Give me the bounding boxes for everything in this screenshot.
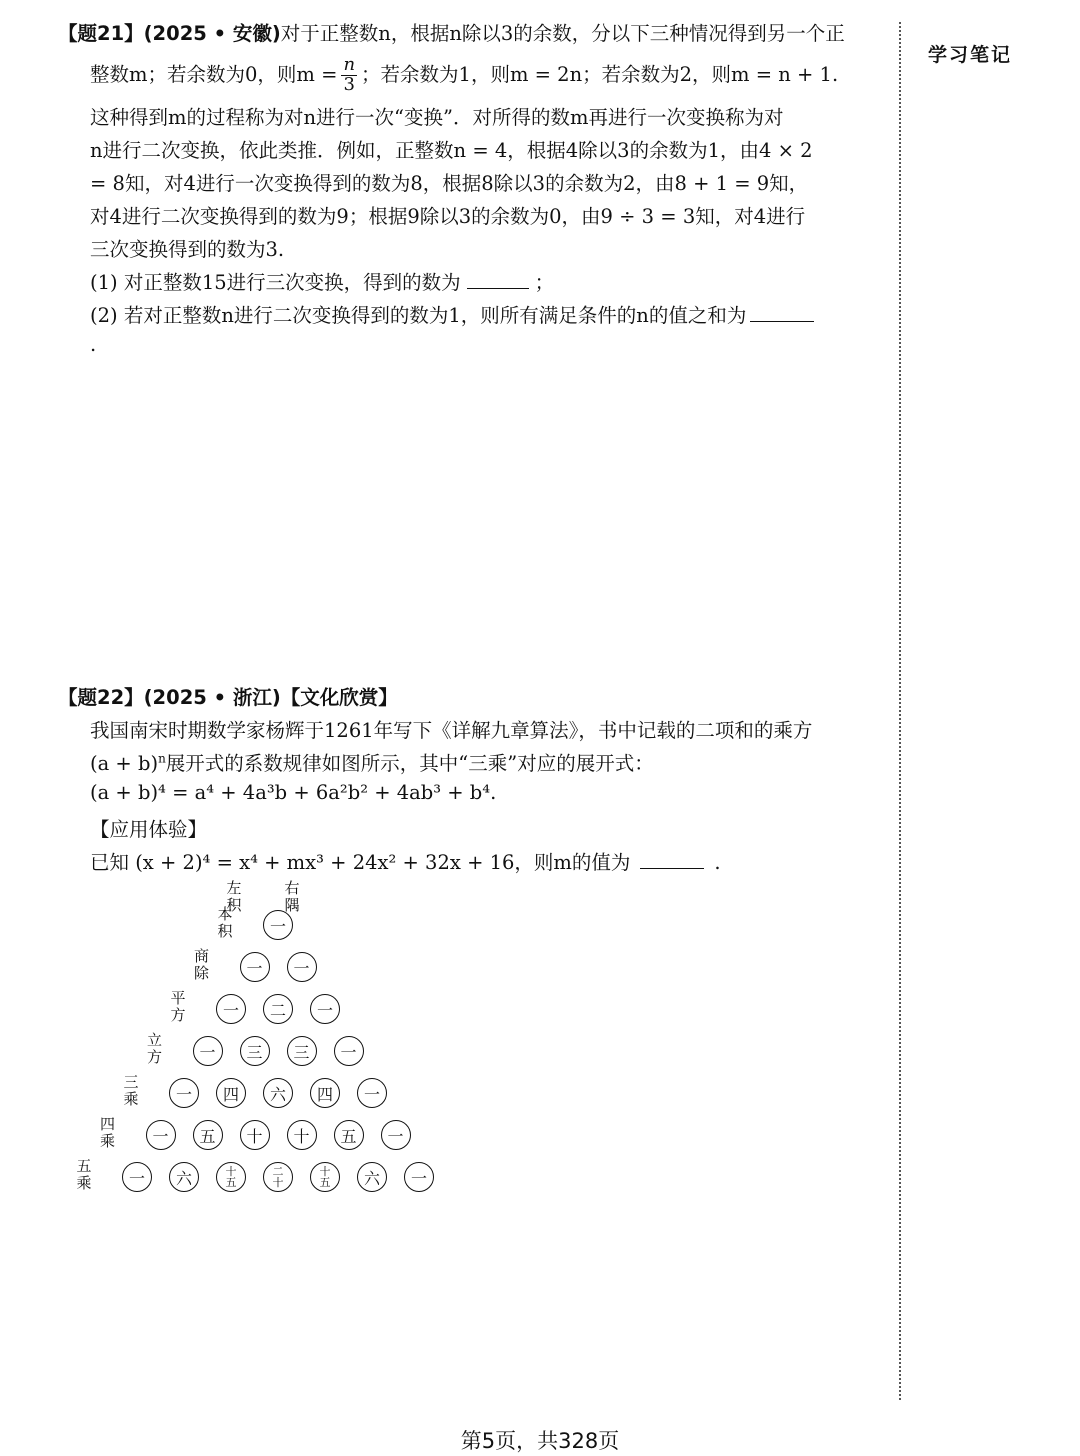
coefficient-circle: 二	[263, 994, 293, 1024]
answer-blank-3[interactable]	[640, 852, 704, 869]
fraction-n-over-3: $\frac{n}{3}$	[343, 54, 356, 95]
coefficient-circle: 一	[122, 1162, 152, 1192]
coefficient-circle: 十	[287, 1120, 317, 1150]
label-right-corner: 右隅	[284, 879, 300, 914]
answer-blank-1[interactable]	[467, 272, 529, 289]
coefficient-circle: 十 五	[310, 1162, 340, 1192]
coefficient-circle: 五	[193, 1120, 223, 1150]
coefficient-circle: 一	[404, 1162, 434, 1192]
coefficient-circle: 六	[169, 1162, 199, 1192]
coefficient-circle: 四	[216, 1078, 246, 1108]
q22-section: 【文化欣赏】	[280, 686, 398, 709]
coefficient-circle: 六	[263, 1078, 293, 1108]
coefficient-circle: 三	[287, 1036, 317, 1066]
row-label: 立方	[146, 1031, 162, 1066]
label-left-product: 左积	[226, 879, 242, 914]
coefficient-circle: 一	[169, 1078, 199, 1108]
coefficient-circle: 二 十	[263, 1162, 293, 1192]
answer-blank-2[interactable]	[750, 305, 814, 322]
q21-part-1: (1) 对正整数15进行三次变换，得到的数为	[90, 271, 461, 294]
q22-apply-heading: 【应用体验】	[90, 818, 208, 841]
coefficient-circle: 一	[381, 1120, 411, 1150]
q21-line-2a: 整数m；若余数为0，则m =	[90, 62, 338, 86]
q21-line-4: n进行二次变换，依此类推．例如，正整数n = 4，根据4除以3的余数为1，由4 × 2	[90, 139, 813, 162]
q22-line-4: 已知 (x + 2)⁴ = x⁴ + mx³ + 24x² + 32x + 16，则m的值为	[90, 851, 631, 874]
coefficient-circle: 一	[310, 994, 340, 1024]
q21-part-2: (2) 若对正整数n进行二次变换得到的数为1，则所有满足条件的n的值之和为	[90, 304, 747, 327]
q21-line-2b: ；若余数为1，则m = 2n；若余数为2，则m = n + 1.	[361, 62, 839, 86]
coefficient-circle: 一	[193, 1036, 223, 1066]
q22-line-1: 我国南宋时期数学家杨辉于1261年写下《详解九章算法》，书中记载的二项和的乘方	[90, 719, 813, 742]
coefficient-circle: 一	[216, 994, 246, 1024]
margin-divider	[899, 22, 901, 1400]
coefficient-circle: 十 五	[216, 1162, 246, 1192]
coefficient-circle: 十	[240, 1120, 270, 1150]
q21-source: (2025 • 安徽)	[143, 22, 281, 45]
row-label: 五乘	[76, 1157, 92, 1192]
coefficient-circle: 一	[146, 1120, 176, 1150]
coefficient-circle: 六	[357, 1162, 387, 1192]
yang-hui-triangle	[76, 870, 440, 1210]
q21-tag: 【题21】	[58, 22, 144, 45]
row-label: 平方	[170, 989, 186, 1024]
row-label: 四乘	[99, 1115, 115, 1150]
q22-line-2: 展开式的系数规律如图所示，其中“三乘”对应的展开式：	[165, 752, 654, 775]
row-label: 商除	[193, 947, 209, 982]
q22-tag: 【题22】	[58, 686, 144, 709]
coefficient-circle: 一	[334, 1036, 364, 1066]
study-notes-label: 学习笔记	[928, 44, 1013, 66]
coefficient-circle: 三	[240, 1036, 270, 1066]
coefficient-circle: 一	[240, 952, 270, 982]
q21-line-5: = 8知，对4进行一次变换得到的数为8，根据8除以3的余数为2，由8 + 1 = 9知，	[90, 172, 809, 195]
q22-source: (2025 • 浙江)	[143, 686, 281, 709]
coefficient-circle: 一	[287, 952, 317, 982]
coefficient-circle: 一	[263, 910, 293, 940]
row-label: 本积	[217, 905, 233, 940]
page-footer: 第5页，共328页	[460, 1429, 620, 1453]
coefficient-circle: 四	[310, 1078, 340, 1108]
q21-line-6: 对4进行二次变换得到的数为9；根据9除以3的余数为0，由9 ÷ 3 = 3知，对4进行	[90, 205, 806, 228]
q21-line-1: 对于正整数n，根据n除以3的余数，分以下三种情况得到另一个正	[280, 22, 845, 45]
q22-expansion: (a + b)⁴ = a⁴ + 4a³b + 6a²b² + 4ab³ + b⁴.	[90, 781, 497, 804]
q21-line-3: 这种得到m的过程称为对n进行一次“变换”．对所得的数m再进行一次变换称为对	[90, 106, 784, 129]
q21-line-7: 三次变换得到的数为3.	[90, 238, 285, 261]
coefficient-circle: 五	[334, 1120, 364, 1150]
row-label: 三乘	[123, 1073, 139, 1108]
coefficient-circle: 一	[357, 1078, 387, 1108]
